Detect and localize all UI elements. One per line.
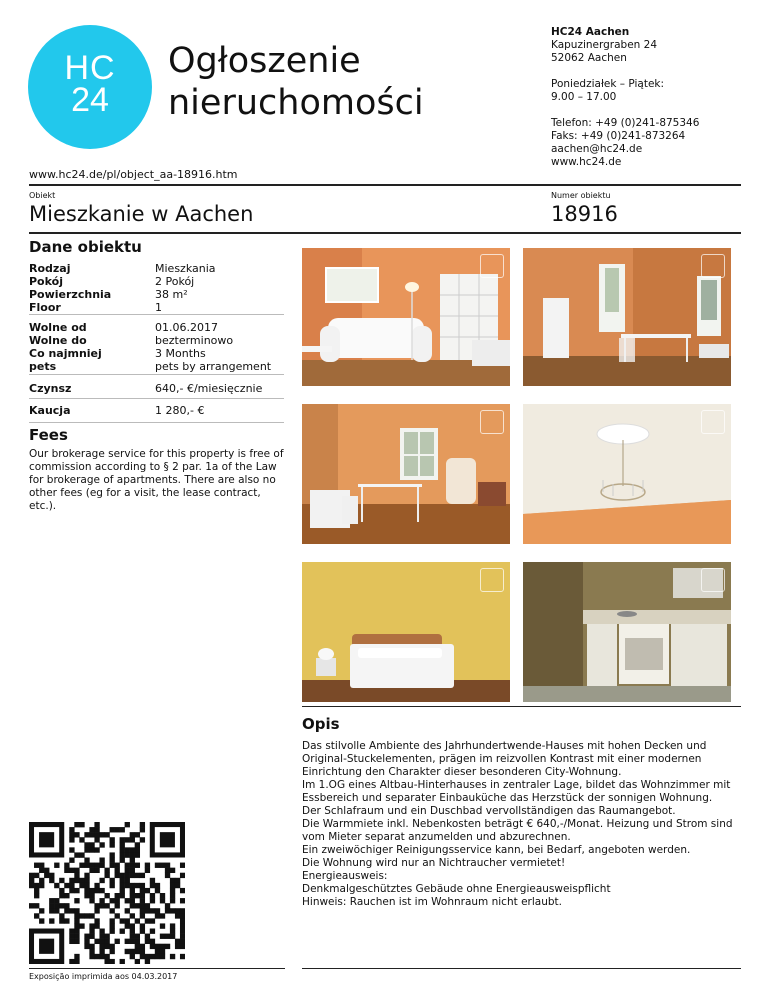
photo-chandelier[interactable]: [523, 404, 731, 544]
photo-kitchen[interactable]: [523, 562, 731, 702]
details-group-basic: [29, 262, 289, 318]
divider: [29, 968, 285, 969]
description-line: Energieausweis:: [302, 870, 388, 882]
rent-value: 640,- €/miesięcznie: [155, 382, 263, 395]
photo-armchair-corner[interactable]: [302, 404, 510, 544]
description-line: vom Mieter separat anzumelden und abzurechnen.: [302, 831, 571, 843]
divider: [29, 232, 741, 234]
detail-key: Rodzaj: [29, 262, 71, 275]
opening-hours: 9.00 – 17.00: [551, 91, 617, 103]
website-link[interactable]: www.hc24.de: [551, 156, 622, 168]
detail-key: Wolne od: [29, 321, 87, 334]
company-name: HC24 Aachen: [551, 26, 630, 38]
description-line: Hinweis: Rauchen ist im Wohnraum nicht erlaubt.: [302, 896, 562, 908]
details-group-availability: [29, 321, 289, 377]
description-line: Das stilvolle Ambiente des Jahrhundertwende-Hauses mit hohen Decken und: [302, 740, 707, 752]
divider: [29, 422, 284, 423]
description-line: Original-Stuckelementen, prägen im reizvollen Kontrast mit einer modernen: [302, 753, 702, 765]
page-title: [168, 40, 424, 124]
deposit-label: Kaucja: [29, 404, 71, 417]
watermark-icon: [480, 568, 504, 592]
description-line: Ein zweiwöchiger Reinigungsservice kann, bei Bedarf, angeboten werden.: [302, 844, 691, 856]
fees-title: Fees: [29, 426, 68, 444]
divider: [302, 968, 741, 969]
watermark-icon: [480, 410, 504, 434]
company-street: Kapuzinergraben 24: [551, 39, 658, 51]
description-line: Einrichtung den Charakter dieser besonderen City-Wohnung.: [302, 766, 622, 778]
description-line: Denkmalgeschütztes Gebäude ohne Energieausweispflicht: [302, 883, 611, 895]
watermark-icon: [701, 254, 725, 278]
divider: [29, 184, 741, 186]
phone-number: Telefon: +49 (0)241-875346: [551, 117, 700, 129]
hc24-logo: [28, 25, 152, 149]
qr-code[interactable]: [29, 822, 185, 964]
fees-text: Our brokerage service for this property is free of commission according to § 2 par. 1a of the Law for brokerage of apartments. There are also no other fees (eg for a visit, the lease contract, etc.).: [29, 448, 284, 512]
description-line: Essbereich und separater Einbauküche das Herzstück der sonnigen Wohnung.: [302, 792, 713, 804]
object-label: Obiekt: [29, 191, 56, 200]
detail-key: Wolne do: [29, 334, 87, 347]
divider: [29, 314, 284, 315]
details-rent: [29, 382, 289, 396]
detail-value: 2 Pokój: [155, 275, 195, 288]
details-deposit: [29, 404, 289, 418]
divider: [29, 374, 284, 375]
details-title: Dane obiektu: [29, 238, 142, 256]
detail-key: Pokój: [29, 275, 63, 288]
fax-number: Faks: +49 (0)241-873264: [551, 130, 686, 142]
watermark-icon: [701, 568, 725, 592]
detail-value: 01.06.2017: [155, 321, 218, 334]
divider: [302, 706, 741, 707]
description-text: [302, 740, 742, 909]
detail-value: 1: [155, 301, 162, 314]
detail-key: Co najmniej: [29, 347, 102, 360]
object-number: 18916: [551, 202, 618, 226]
object-title: Mieszkanie w Aachen: [29, 202, 254, 226]
description-line: Die Warmmiete inkl. Nebenkosten beträgt € 640,-/Monat. Heizung und Strom sind: [302, 818, 733, 830]
detail-value: Mieszkania: [155, 262, 216, 275]
company-city: 52062 Aachen: [551, 52, 627, 64]
detail-value: 38 m²: [155, 288, 188, 301]
object-url[interactable]: www.hc24.de/pl/object_aa-18916.htm: [29, 168, 238, 181]
description-line: Der Schlafraum und ein Duschbad vervollständigen das Raumangebot.: [302, 805, 676, 817]
watermark-icon: [480, 254, 504, 278]
detail-key: Powierzchnia: [29, 288, 112, 301]
email-link[interactable]: aachen@hc24.de: [551, 143, 643, 155]
watermark-icon: [701, 410, 725, 434]
contact-block: [551, 26, 699, 169]
detail-value: bezterminowo: [155, 334, 234, 347]
rent-label: Czynsz: [29, 382, 72, 395]
page-title-line2: nieruchomości: [168, 83, 424, 123]
divider: [29, 398, 284, 399]
photo-bedroom[interactable]: [302, 562, 510, 702]
photo-living-room[interactable]: [302, 248, 510, 386]
print-date: Exposição imprimida aos 04.03.2017: [29, 972, 178, 981]
logo-text-24: 24: [71, 81, 109, 119]
description-title: Opis: [302, 715, 340, 733]
detail-key: pets: [29, 360, 57, 373]
photo-dining-area[interactable]: [523, 248, 731, 386]
logo-text-hc: HC: [64, 49, 116, 87]
page-title-line1: Ogłoszenie: [168, 41, 361, 81]
detail-key: Floor: [29, 301, 61, 314]
deposit-value: 1 280,- €: [155, 404, 205, 417]
description-line: Die Wohnung wird nur an Nichtraucher vermietet!: [302, 857, 566, 869]
opening-days: Poniedziałek – Piątek:: [551, 78, 665, 90]
detail-value: 3 Months: [155, 347, 206, 360]
object-number-label: Numer obiektu: [551, 191, 611, 200]
detail-value: pets by arrangement: [155, 360, 272, 373]
description-line: Im 1.OG eines Altbau-Hinterhauses in zentraler Lage, bildet das Wohnzimmer mit: [302, 779, 731, 791]
